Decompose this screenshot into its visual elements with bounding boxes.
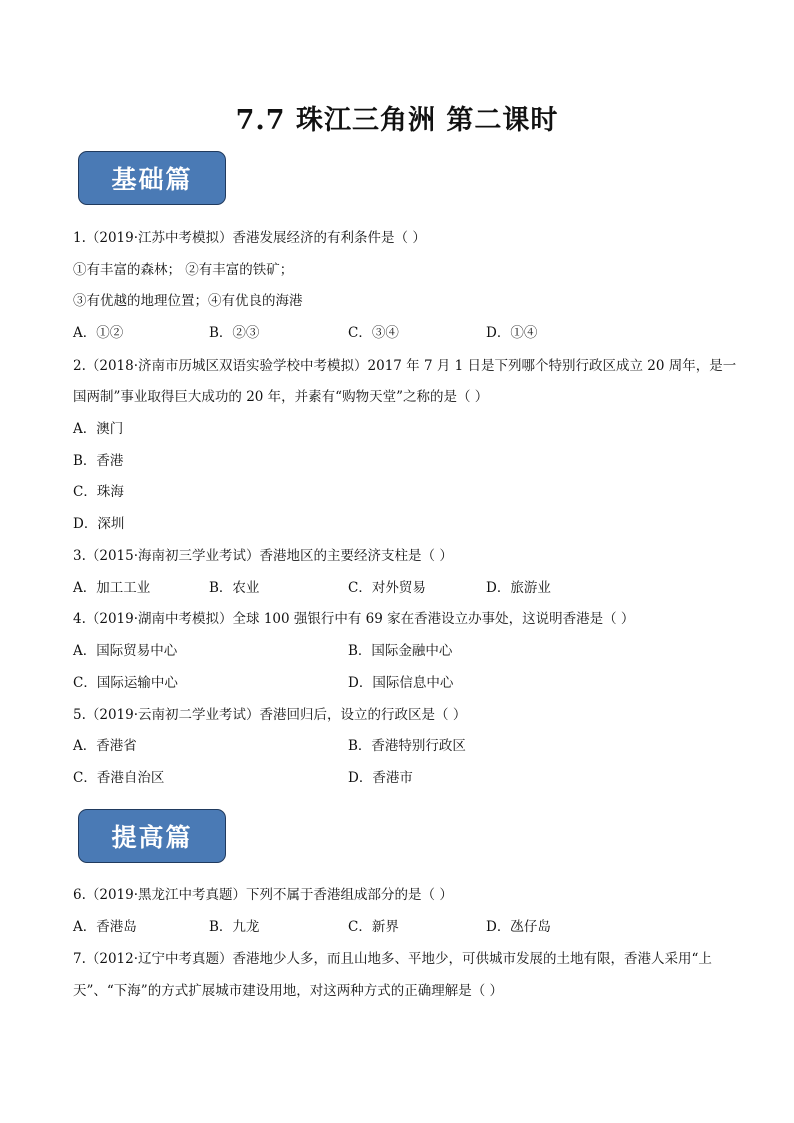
question-7-stem-cont: 天”、“下海”的方式扩展城市建设用地，对这两种方式的正确理解是（ ） — [73, 983, 503, 999]
question-5-option-c[interactable]: C．香港自治区 — [73, 770, 165, 786]
question-2-option-a[interactable]: A．澳门 — [73, 421, 124, 437]
page-title: 7.7 珠江三角洲 第二课时 — [235, 105, 559, 136]
question-4-option-d[interactable]: D．国际信息中心 — [348, 675, 454, 691]
question-7-stem: 7.（2012·辽宁中考真题）香港地少人多，而且山地多、平地少，可供城市发展的土地有限，香港人采用“上 — [73, 951, 712, 967]
question-1-option-c[interactable]: C．③④ — [348, 325, 399, 341]
question-1-stem: 1.（2019·江苏中考模拟）香港发展经济的有利条件是（ ） — [73, 230, 426, 246]
question-3-option-d[interactable]: D．旅游业 — [486, 580, 551, 596]
question-5-option-d[interactable]: D．香港市 — [348, 770, 413, 786]
question-5-stem: 5.（2019·云南初二学业考试）香港回归后，设立的行政区是（ ） — [73, 707, 467, 723]
question-5-option-b[interactable]: B．香港特别行政区 — [348, 738, 466, 754]
question-3-option-b[interactable]: B．农业 — [209, 580, 260, 596]
question-5-option-a[interactable]: A．香港省 — [73, 738, 137, 754]
question-6-option-c[interactable]: C．新界 — [348, 919, 399, 935]
question-4-option-c[interactable]: C．国际运输中心 — [73, 675, 178, 691]
question-2-stem-cont: 国两制”事业取得巨大成功的 20 年，并素有“购物天堂”之称的是（ ） — [73, 389, 489, 405]
question-6-option-a[interactable]: A．香港岛 — [73, 919, 137, 935]
question-6-stem: 6.（2019·黑龙江中考真题）下列不属于香港组成部分的是（ ） — [73, 887, 453, 903]
question-1-statement-line: ③有优越的地理位置；④有优良的海港 — [73, 293, 303, 309]
section-badge-advanced: 提高篇 — [78, 809, 226, 863]
question-6-option-d[interactable]: D．氹仔岛 — [486, 919, 551, 935]
question-4-stem: 4.（2019·湖南中考模拟）全球 100 强银行中有 69 家在香港设立办事处，这说明香港是（ ） — [73, 611, 635, 627]
question-2-option-b[interactable]: B．香港 — [73, 453, 124, 469]
question-1-option-a[interactable]: A．①② — [73, 325, 124, 341]
question-3-stem: 3.（2015·海南初三学业考试）香港地区的主要经济支柱是（ ） — [73, 548, 453, 564]
question-1-statement-line: ①有丰富的森林； ②有丰富的铁矿； — [73, 262, 294, 278]
question-1-option-d[interactable]: D．①④ — [486, 325, 538, 341]
question-4-option-a[interactable]: A．国际贸易中心 — [73, 643, 178, 659]
question-3-option-c[interactable]: C．对外贸易 — [348, 580, 426, 596]
question-2-option-c[interactable]: C．珠海 — [73, 484, 124, 500]
question-1-option-b[interactable]: B．②③ — [209, 325, 260, 341]
question-6-option-b[interactable]: B．九龙 — [209, 919, 260, 935]
question-2-option-d[interactable]: D．深圳 — [73, 516, 125, 532]
question-2-stem: 2.（2018·济南市历城区双语实验学校中考模拟）2017 年 7 月 1 日是下列哪个特别行政区成立 20 周年，是一 — [73, 358, 737, 374]
section-badge-basic: 基础篇 — [78, 151, 226, 205]
question-4-option-b[interactable]: B．国际金融中心 — [348, 643, 453, 659]
question-3-option-a[interactable]: A．加工工业 — [73, 580, 151, 596]
